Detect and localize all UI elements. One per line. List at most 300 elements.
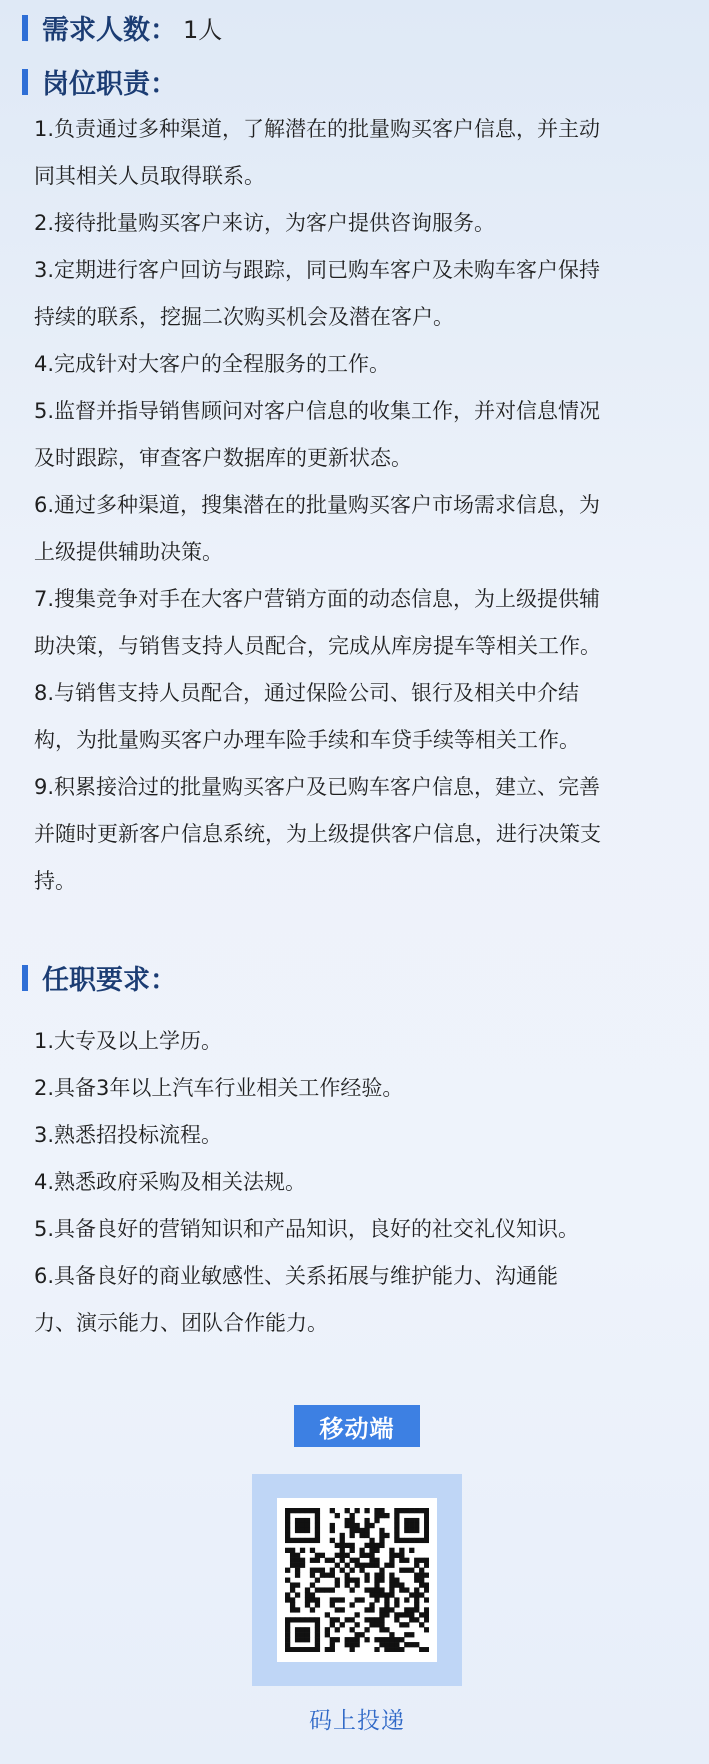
headcount-label: 需求人数： <box>42 15 177 46</box>
qr-module <box>374 1518 379 1523</box>
qr-module <box>359 1533 364 1538</box>
qr-module <box>414 1597 419 1602</box>
qr-module <box>374 1573 379 1578</box>
qr-module <box>424 1627 429 1632</box>
qr-module <box>374 1558 379 1563</box>
qr-module <box>335 1582 340 1587</box>
qr-module <box>315 1647 320 1652</box>
qr-module <box>290 1647 295 1652</box>
qr-module <box>350 1528 355 1533</box>
qr-module <box>389 1642 394 1647</box>
qr-module <box>414 1508 419 1513</box>
qr-module <box>379 1568 384 1573</box>
qr-module <box>389 1587 394 1592</box>
headcount-row <box>22 8 222 47</box>
qr-module <box>335 1543 340 1548</box>
qr-module <box>379 1528 384 1533</box>
qr-module <box>305 1627 310 1632</box>
qr-module <box>364 1573 369 1578</box>
qr-module <box>305 1602 310 1607</box>
qr-module <box>290 1587 295 1592</box>
qr-module <box>295 1538 300 1543</box>
qr-module <box>295 1518 300 1523</box>
qr-module <box>424 1528 429 1533</box>
qr-module <box>424 1597 429 1602</box>
qr-module <box>300 1548 305 1553</box>
qr-module <box>355 1558 360 1563</box>
qr-module <box>295 1528 300 1533</box>
qr-module <box>290 1553 295 1558</box>
qr-code-icon <box>285 1508 429 1652</box>
qr-module <box>419 1582 424 1587</box>
qr-module <box>369 1548 374 1553</box>
qr-module <box>414 1538 419 1543</box>
qr-module <box>374 1617 379 1622</box>
qr-module <box>374 1513 379 1518</box>
qr-module <box>290 1602 295 1607</box>
qr-module <box>399 1508 404 1513</box>
qr-module <box>359 1568 364 1573</box>
qr-module <box>315 1558 320 1563</box>
qr-module <box>359 1563 364 1568</box>
qr-module <box>404 1607 409 1612</box>
qr-module <box>290 1563 295 1568</box>
qr-module <box>310 1592 315 1597</box>
qr-module <box>290 1508 295 1513</box>
qr-module <box>350 1637 355 1642</box>
qr-module <box>359 1632 364 1637</box>
duty-line: 持。 <box>34 869 76 893</box>
qr-module <box>305 1528 310 1533</box>
qr-module <box>350 1543 355 1548</box>
qr-module <box>419 1573 424 1578</box>
qr-module <box>369 1543 374 1548</box>
qr-module <box>389 1607 394 1612</box>
qr-module <box>374 1587 379 1592</box>
qr-module <box>325 1627 330 1632</box>
qr-module <box>340 1548 345 1553</box>
qr-module <box>409 1612 414 1617</box>
qr-module <box>285 1647 290 1652</box>
duty-line: 2.接待批量购买客户来访，为客户提供咨询服务。 <box>34 211 496 235</box>
qr-module <box>315 1597 320 1602</box>
requirements-list <box>34 1018 686 1347</box>
duty-line: 8.与销售支持人员配合，通过保险公司、银行及相关中介结 <box>34 681 580 705</box>
qr-module <box>409 1548 414 1553</box>
qr-module <box>369 1553 374 1558</box>
qr-module <box>369 1602 374 1607</box>
qr-module <box>330 1602 335 1607</box>
qr-module <box>300 1563 305 1568</box>
qr-module <box>320 1573 325 1578</box>
qr-module <box>404 1612 409 1617</box>
qr-module <box>355 1622 360 1627</box>
qr-module <box>315 1533 320 1538</box>
qr-module <box>414 1592 419 1597</box>
qr-module <box>310 1647 315 1652</box>
qr-module <box>404 1622 409 1627</box>
qr-module <box>310 1617 315 1622</box>
qr-module <box>369 1558 374 1563</box>
qr-module <box>379 1592 384 1597</box>
qr-module <box>290 1617 295 1622</box>
qr-module <box>295 1607 300 1612</box>
qr-module <box>340 1543 345 1548</box>
requirement-line: 力、演示能力、团队合作能力。 <box>34 1311 328 1335</box>
qr-module <box>364 1627 369 1632</box>
qr-module <box>414 1587 419 1592</box>
qr-module <box>345 1518 350 1523</box>
qr-module <box>394 1642 399 1647</box>
qr-module <box>315 1523 320 1528</box>
duty-line: 9.积累接洽过的批量购买客户及已购车客户信息，建立、完善 <box>34 775 601 799</box>
qr-caption[interactable]: 码上投递 <box>309 1708 405 1734</box>
qr-module <box>310 1548 315 1553</box>
qr-module <box>364 1578 369 1583</box>
qr-module <box>374 1637 379 1642</box>
qr-module <box>295 1558 300 1563</box>
qr-module <box>364 1518 369 1523</box>
qr-module <box>379 1627 384 1632</box>
qr-module <box>389 1573 394 1578</box>
qr-module <box>409 1508 414 1513</box>
qr-module <box>374 1592 379 1597</box>
qr-module <box>424 1513 429 1518</box>
qr-module <box>399 1548 404 1553</box>
qr-module <box>345 1508 350 1513</box>
qr-module <box>315 1642 320 1647</box>
qr-module <box>404 1642 409 1647</box>
qr-module <box>409 1617 414 1622</box>
requirement-line: 4.熟悉政府采购及相关法规。 <box>34 1170 307 1194</box>
qr-module <box>300 1558 305 1563</box>
qr-module <box>404 1523 409 1528</box>
qr-module <box>359 1528 364 1533</box>
qr-module <box>389 1582 394 1587</box>
qr-module <box>350 1627 355 1632</box>
qr-module <box>325 1573 330 1578</box>
qr-module <box>315 1632 320 1637</box>
qr-module <box>315 1568 320 1573</box>
qr-module <box>379 1607 384 1612</box>
qr-module <box>394 1647 399 1652</box>
qr-module <box>414 1528 419 1533</box>
qr-module <box>285 1568 290 1573</box>
qr-module <box>384 1637 389 1642</box>
qr-module <box>330 1508 335 1513</box>
qr-module <box>374 1582 379 1587</box>
qr-module <box>364 1543 369 1548</box>
qr-module <box>345 1642 350 1647</box>
qr-module <box>414 1518 419 1523</box>
qr-module <box>379 1508 384 1513</box>
qr-module <box>295 1627 300 1632</box>
qr-module <box>310 1582 315 1587</box>
qr-module <box>330 1528 335 1533</box>
qr-module <box>394 1523 399 1528</box>
qr-module <box>364 1563 369 1568</box>
qr-module <box>404 1597 409 1602</box>
qr-module <box>345 1582 350 1587</box>
qr-module <box>414 1573 419 1578</box>
qr-module <box>364 1523 369 1528</box>
qr-module <box>285 1533 290 1538</box>
qr-module <box>335 1513 340 1518</box>
qr-module <box>310 1607 315 1612</box>
qr-module <box>350 1518 355 1523</box>
qr-module <box>374 1563 379 1568</box>
qr-module <box>419 1558 424 1563</box>
qr-module <box>389 1578 394 1583</box>
duty-line: 上级提供辅助决策。 <box>34 540 223 564</box>
qr-module <box>330 1637 335 1642</box>
qr-module <box>305 1647 310 1652</box>
qr-module <box>340 1558 345 1563</box>
qr-module <box>300 1523 305 1528</box>
duty-line: 1.负责通过多种渠道，了解潜在的批量购买客户信息，并主动 <box>34 117 601 141</box>
qr-module <box>424 1538 429 1543</box>
qr-module <box>345 1637 350 1642</box>
qr-module <box>409 1523 414 1528</box>
qr-module <box>350 1513 355 1518</box>
qr-module <box>384 1607 389 1612</box>
qr-module <box>355 1642 360 1647</box>
qr-module <box>379 1533 384 1538</box>
qr-module <box>330 1558 335 1563</box>
qr-module <box>300 1632 305 1637</box>
qr-module <box>325 1558 330 1563</box>
qr-module <box>389 1632 394 1637</box>
qr-module <box>305 1538 310 1543</box>
qr-module <box>355 1612 360 1617</box>
qr-module <box>424 1617 429 1622</box>
qr-module <box>384 1642 389 1647</box>
qr-module <box>315 1602 320 1607</box>
qr-module <box>384 1627 389 1632</box>
qr-module <box>399 1568 404 1573</box>
qr-module <box>419 1622 424 1627</box>
qr-module <box>300 1617 305 1622</box>
qr-module <box>364 1607 369 1612</box>
qr-module <box>330 1573 335 1578</box>
qr-module <box>320 1568 325 1573</box>
qr-module <box>350 1568 355 1573</box>
qr-module <box>369 1622 374 1627</box>
duty-line: 3.定期进行客户回访与跟踪，同已购车客户及未购车客户保持 <box>34 258 601 282</box>
qr-module <box>424 1607 429 1612</box>
qr-module <box>285 1513 290 1518</box>
qr-module <box>290 1582 295 1587</box>
qr-module <box>350 1578 355 1583</box>
qr-module <box>409 1518 414 1523</box>
qr-module <box>364 1508 369 1513</box>
qr-module <box>364 1533 369 1538</box>
qr-module <box>285 1597 290 1602</box>
qr-module <box>315 1528 320 1533</box>
qr-module <box>315 1622 320 1627</box>
qr-module <box>369 1523 374 1528</box>
qr-module <box>295 1568 300 1573</box>
qr-module <box>414 1607 419 1612</box>
qr-module <box>409 1632 414 1637</box>
qr-module <box>414 1523 419 1528</box>
qr-module <box>295 1573 300 1578</box>
qr-module <box>335 1597 340 1602</box>
qr-module <box>285 1508 290 1513</box>
qr-module <box>295 1632 300 1637</box>
qr-module <box>394 1513 399 1518</box>
qr-module <box>305 1592 310 1597</box>
qr-module <box>424 1573 429 1578</box>
qr-module <box>419 1578 424 1583</box>
qr-module <box>345 1553 350 1558</box>
requirement-line: 3.熟悉招投标流程。 <box>34 1123 223 1147</box>
qr-module <box>359 1548 364 1553</box>
qr-module <box>399 1553 404 1558</box>
qr-module <box>424 1558 429 1563</box>
qr-module <box>335 1637 340 1642</box>
duty-line: 持续的联系，挖掘二次购买机会及潜在客户。 <box>34 305 454 329</box>
qr-module <box>290 1548 295 1553</box>
qr-module <box>355 1597 360 1602</box>
qr-module <box>394 1578 399 1583</box>
qr-module <box>404 1508 409 1513</box>
qr-module <box>384 1513 389 1518</box>
duty-line: 构，为批量购买客户办理车险手续和车贷手续等相关工作。 <box>34 728 580 752</box>
qr-module <box>295 1553 300 1558</box>
qr-module <box>340 1622 345 1627</box>
qr-module <box>335 1617 340 1622</box>
duty-line: 及时跟踪，审查客户数据库的更新状态。 <box>34 446 412 470</box>
qr-module <box>394 1528 399 1533</box>
qr-module <box>414 1642 419 1647</box>
qr-module <box>350 1642 355 1647</box>
qr-module <box>305 1637 310 1642</box>
qr-module <box>325 1632 330 1637</box>
qr-module <box>340 1568 345 1573</box>
qr-module <box>310 1568 315 1573</box>
qr-module <box>414 1578 419 1583</box>
qr-module <box>330 1647 335 1652</box>
qr-module <box>345 1523 350 1528</box>
qr-module <box>379 1513 384 1518</box>
qr-code-panel <box>277 1498 437 1662</box>
qr-module <box>315 1637 320 1642</box>
qr-module <box>310 1573 315 1578</box>
heading-accent-bar <box>22 69 28 95</box>
heading-accent-bar <box>22 965 28 991</box>
qr-module <box>310 1597 315 1602</box>
requirement-line: 2.具备3年以上汽车行业相关工作经验。 <box>34 1076 404 1100</box>
qr-module <box>285 1518 290 1523</box>
duty-line: 同其相关人员取得联系。 <box>34 164 265 188</box>
qr-module <box>374 1622 379 1627</box>
qr-module <box>305 1518 310 1523</box>
qr-module <box>350 1647 355 1652</box>
qr-module <box>310 1558 315 1563</box>
qr-module <box>350 1533 355 1538</box>
qr-module <box>394 1597 399 1602</box>
qr-module <box>295 1637 300 1642</box>
qr-module <box>330 1523 335 1528</box>
qr-module <box>384 1533 389 1538</box>
qr-module <box>399 1647 404 1652</box>
qr-module <box>355 1528 360 1533</box>
qr-module <box>295 1617 300 1622</box>
qr-module <box>325 1587 330 1592</box>
qr-module <box>414 1602 419 1607</box>
qr-module <box>355 1563 360 1568</box>
qr-module <box>384 1647 389 1652</box>
qr-module <box>394 1637 399 1642</box>
qr-module <box>295 1563 300 1568</box>
qr-module <box>424 1612 429 1617</box>
qr-module <box>320 1587 325 1592</box>
qr-module <box>300 1518 305 1523</box>
qr-module <box>424 1523 429 1528</box>
qr-module <box>379 1622 384 1627</box>
qr-module <box>300 1627 305 1632</box>
qr-module <box>369 1587 374 1592</box>
qr-module <box>305 1597 310 1602</box>
qr-module <box>310 1538 315 1543</box>
qr-module <box>335 1553 340 1558</box>
qr-module <box>364 1637 369 1642</box>
qr-module <box>409 1538 414 1543</box>
qr-module <box>300 1508 305 1513</box>
qr-module <box>359 1597 364 1602</box>
qr-module <box>335 1607 340 1612</box>
qr-module <box>404 1587 409 1592</box>
qr-module <box>315 1587 320 1592</box>
qr-module <box>384 1592 389 1597</box>
qr-module <box>394 1518 399 1523</box>
qr-module <box>414 1558 419 1563</box>
qr-module <box>305 1508 310 1513</box>
qr-module <box>285 1642 290 1647</box>
qr-module <box>394 1508 399 1513</box>
qr-module <box>330 1617 335 1622</box>
qr-module <box>290 1597 295 1602</box>
qr-module <box>285 1622 290 1627</box>
qr-module <box>300 1647 305 1652</box>
qr-module <box>369 1607 374 1612</box>
qr-module <box>325 1612 330 1617</box>
qr-module <box>404 1568 409 1573</box>
qr-module <box>374 1548 379 1553</box>
qr-module <box>295 1592 300 1597</box>
requirements-title: 任职要求： <box>42 965 177 996</box>
qr-module <box>345 1573 350 1578</box>
qr-module <box>384 1612 389 1617</box>
qr-module <box>320 1553 325 1558</box>
qr-module <box>374 1508 379 1513</box>
qr-module <box>315 1508 320 1513</box>
qr-module <box>290 1538 295 1543</box>
qr-code-frame[interactable] <box>252 1474 462 1686</box>
qr-module <box>315 1538 320 1543</box>
qr-module <box>345 1578 350 1583</box>
duties-list <box>34 106 686 905</box>
qr-module <box>345 1617 350 1622</box>
qr-module <box>409 1607 414 1612</box>
qr-module <box>399 1538 404 1543</box>
qr-module <box>419 1647 424 1652</box>
qr-module <box>394 1602 399 1607</box>
qr-module <box>374 1543 379 1548</box>
qr-module <box>340 1607 345 1612</box>
qr-module <box>315 1627 320 1632</box>
